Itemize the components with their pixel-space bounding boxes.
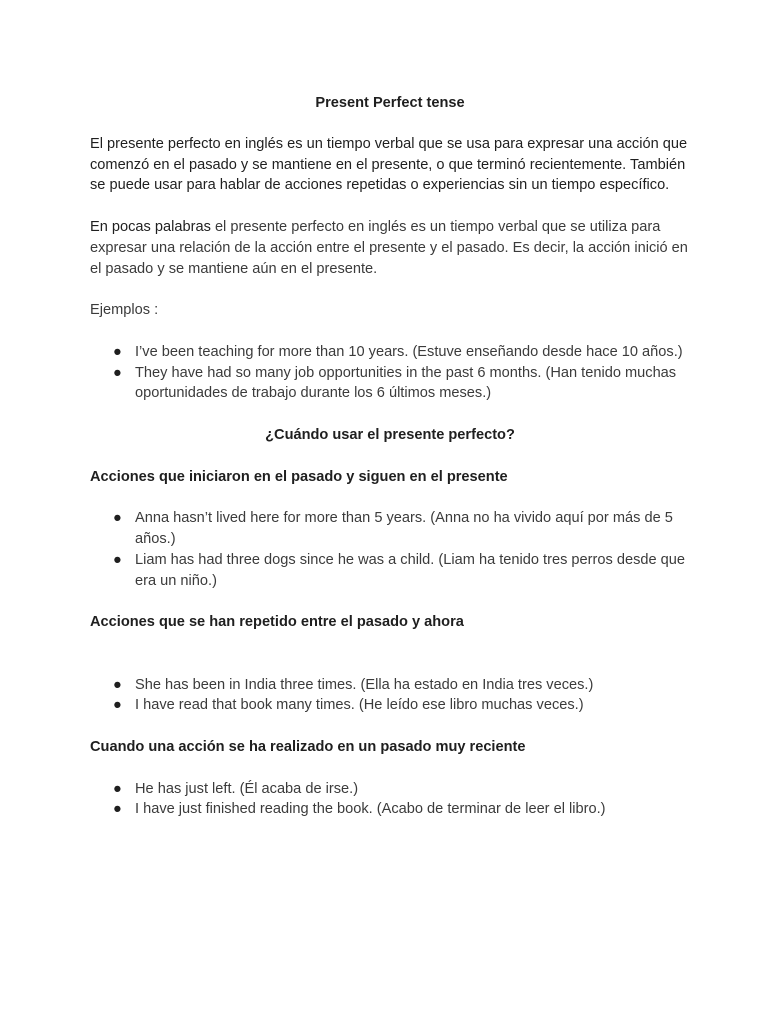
list-item-text: I have read that book many times. (He leído ese libro muchas veces.) (135, 697, 584, 714)
bullet-icon: ● (113, 676, 122, 693)
intro-paragraph: El presente perfecto en inglés es un tiempo verbal que se usa para expresar una acción que comenzó en el pasado y se mantiene en el presente, o que terminó recientemente. También se puede usar para hablar de acciones repetidas o experiencias sin un tiempo específico. (90, 135, 688, 194)
bullet-icon: ● (113, 801, 122, 818)
bullet-icon: ● (113, 364, 122, 381)
list-item (90, 550, 690, 592)
list-item (90, 799, 690, 820)
summary-rest: el presente perfecto en inglés es un tiempo verbal que se utiliza para expresar una relación de la acción entre el presente y el pasado. Es decir, la acción inició en el pasado y se mantiene aún en el presente. (90, 218, 688, 277)
section-list (90, 779, 690, 821)
list-item-text: He has just left. (Él acaba de irse.) (135, 780, 359, 797)
section-heading: Acciones que se han repetido entre el pasado y ahora (90, 614, 464, 631)
list-item-text: She has been in India three times. (Ella ha estado en India tres veces.) (135, 676, 594, 693)
list-item-text: Anna hasn’t lived here for more than 5 years. (Anna no ha vivido aquí por más de 5 años.) (135, 510, 673, 547)
list-item-text: They have had so many job opportunities in the past 6 months. (Han tenido muchas oportunidades de trabajo durante los 6 últimos meses.) (135, 364, 677, 402)
bullet-icon: ● (113, 697, 122, 714)
list-item-text: I have just finished reading the book. (Acabo de terminar de leer el libro.) (135, 801, 606, 818)
summary-lead: En pocas palabras (90, 218, 211, 235)
bullet-icon: ● (113, 780, 122, 797)
list-item (90, 695, 690, 716)
document-title: Present Perfect tense (315, 95, 465, 111)
summary-paragraph (90, 217, 690, 279)
document-page (90, 93, 690, 841)
examples-list (90, 342, 690, 404)
when-heading: ¿Cuándo usar el presente perfecto? (265, 426, 515, 443)
examples-label: Ejemplos : (90, 302, 159, 319)
list-item (90, 363, 690, 405)
list-item-text: Liam has had three dogs since he was a child. (Liam ha tenido tres perros desde que era un niño.) (135, 551, 686, 589)
section-heading: Cuando una acción se ha realizado en un pasado muy reciente (90, 738, 526, 755)
list-item-text: I’ve been teaching for more than 10 years. (Estuve enseñando desde hace 10 años.) (135, 343, 683, 360)
section-list (90, 675, 690, 717)
list-item (90, 675, 690, 696)
section-list (90, 508, 690, 591)
bullet-icon: ● (113, 551, 122, 568)
list-item (90, 342, 690, 363)
section-heading: Acciones que iniciaron en el pasado y siguen en el presente (90, 468, 508, 485)
list-item (90, 508, 690, 550)
bullet-icon: ● (113, 343, 122, 360)
list-item (90, 779, 690, 800)
bullet-icon: ● (113, 510, 122, 527)
